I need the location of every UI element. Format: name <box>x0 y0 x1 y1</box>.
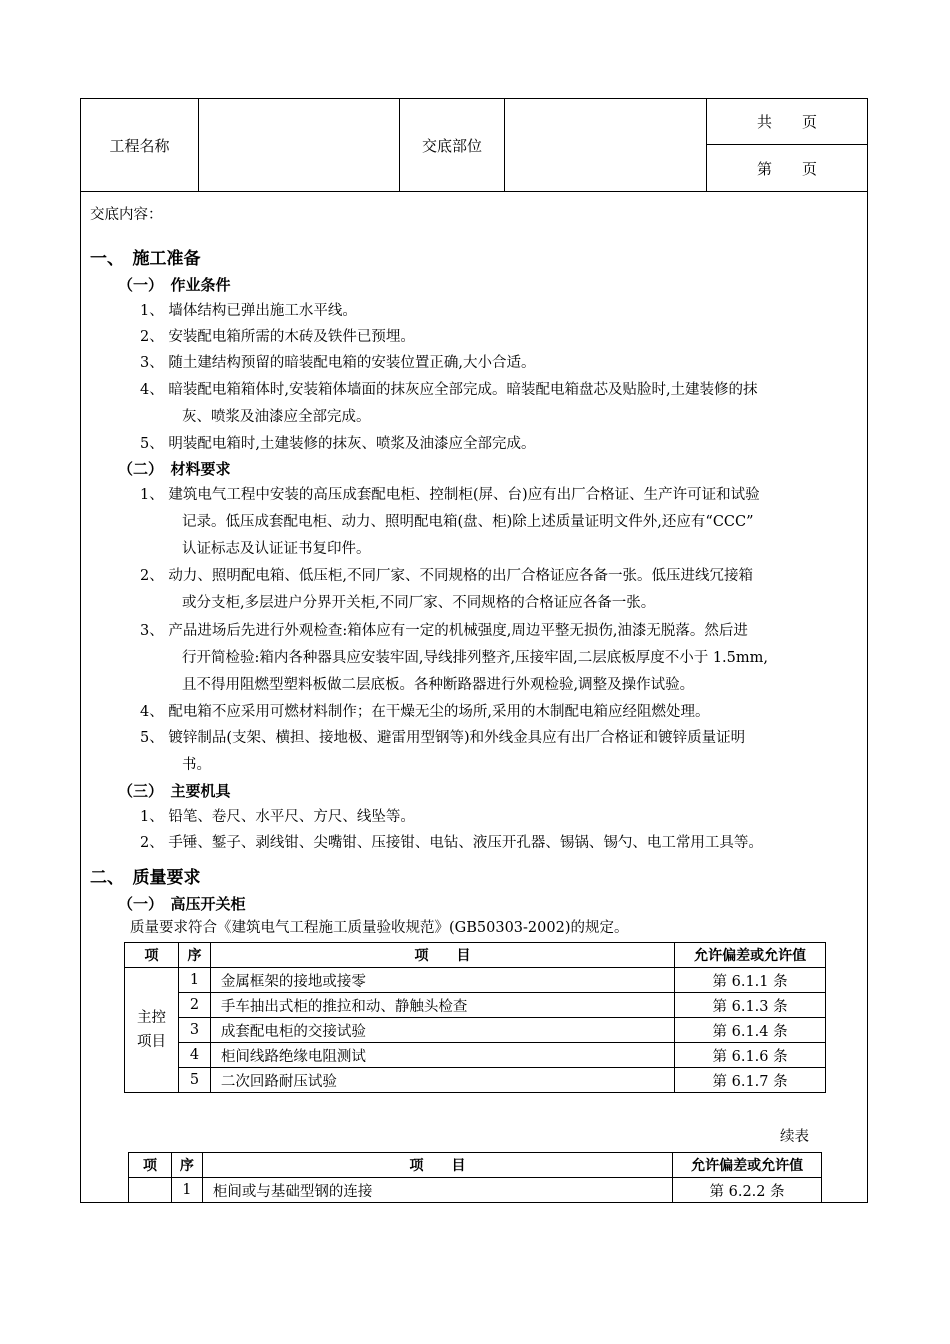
list-item: 1、 墙体结构已弹出施工水平线。 <box>140 303 357 319</box>
table-row <box>125 1043 826 1068</box>
row-category <box>129 1178 172 1203</box>
list-item-continued: 行开简检验:箱内各种器具应安装牢固,导线排列整齐,压接牢固,二层底板厚度不小于 1.5mm, <box>182 650 768 666</box>
table-row <box>125 1068 826 1093</box>
list-item-continued: 记录。低压成套配电柜、动力、照明配电箱(盘、柜)除上述质量证明文件外,还应有“CCC” <box>182 514 754 530</box>
section1-sub2-title: （二） 材料要求 <box>118 460 231 478</box>
intro-label: 交底内容： <box>90 207 163 223</box>
row-no: 5 <box>178 1068 210 1093</box>
list-item: 4、 暗装配电箱箱体时,安装箱体墙面的抹灰应全部完成。暗装配电箱盘芯及贴脸时,土建装修的抹 <box>140 382 758 398</box>
row-value: 第 6.2.2 条 <box>673 1178 822 1203</box>
row-item: 二次回路耐压试验 <box>210 1068 674 1093</box>
col-header-no: 序 <box>171 1153 202 1178</box>
table-row <box>125 993 826 1018</box>
row-no: 2 <box>178 993 210 1018</box>
section1-sub1-title: （一） 作业条件 <box>118 276 231 294</box>
list-item: 2、 安装配电箱所需的木砖及铁件已预埋。 <box>140 329 415 345</box>
section1-sub3-title: （三） 主要机具 <box>118 782 231 800</box>
location-label: 交底部位 <box>400 99 505 191</box>
table-row <box>125 968 826 993</box>
row-item: 柜间线路绝缘电阻测试 <box>210 1043 674 1068</box>
row-value: 第 6.1.3 条 <box>675 993 826 1018</box>
col-header-category: 项 <box>125 943 179 968</box>
table-row <box>125 1018 826 1043</box>
list-item-continued: 且不得用阻燃型塑料板做二层底板。各种断路器进行外观检验,调整及操作试验。 <box>182 677 695 693</box>
row-item: 金属框架的接地或接零 <box>210 968 674 993</box>
col-header-no: 序 <box>178 943 210 968</box>
continued-label: 续表 <box>780 1129 809 1145</box>
section2-title: 二、 质量要求 <box>90 868 201 888</box>
list-item: 4、 配电箱不应采用可燃材料制作；在干燥无尘的场所,采用的木制配电箱应经阻燃处理。 <box>140 704 710 720</box>
list-item: 2、 手锤、錾子、剥线钳、尖嘴钳、压接钳、电钻、液压开孔器、锡锅、锡勺、电工常用工具等。 <box>140 835 763 851</box>
page-number: 第 页 <box>756 159 817 178</box>
row-value: 第 6.1.4 条 <box>675 1018 826 1043</box>
project-name-label: 工程名称 <box>81 99 199 191</box>
quality-table-continued <box>128 1152 822 1203</box>
row-value: 第 6.1.1 条 <box>675 968 826 993</box>
list-item-continued: 灰、喷浆及油漆应全部完成。 <box>182 409 371 425</box>
row-no: 1 <box>178 968 210 993</box>
col-header-category: 项 <box>129 1153 172 1178</box>
section2-sub1-title: （一） 高压开关柜 <box>118 895 246 913</box>
col-header-item: 项 目 <box>202 1153 672 1178</box>
list-item: 5、 明装配电箱时,土建装修的抹灰、喷浆及油漆应全部完成。 <box>140 436 536 452</box>
list-item: 1、 建筑电气工程中安装的高压成套配电柜、控制柜(屏、台)应有出厂合格证、生产许可证和试验 <box>140 487 760 503</box>
col-header-item: 项 目 <box>210 943 674 968</box>
row-item: 成套配电柜的交接试验 <box>210 1018 674 1043</box>
location-value <box>505 99 707 191</box>
section1-title: 一、 施工准备 <box>90 249 201 269</box>
row-item: 柜间或与基础型钢的连接 <box>202 1178 672 1203</box>
row-no: 4 <box>178 1043 210 1068</box>
list-item-continued: 认证标志及认证证书复印件。 <box>182 541 371 557</box>
project-name-value <box>199 99 400 191</box>
list-item-continued: 书。 <box>182 757 211 773</box>
group-label: 主控项目 <box>125 968 179 1093</box>
list-item: 2、 动力、照明配电箱、低压柜,不同厂家、不同规格的出厂合格证应各备一张。低压进线冗接箱 <box>140 568 753 584</box>
list-item: 5、 镀锌制品(支架、横担、接地极、避雷用型钢等)和外线金具应有出厂合格证和镀锌质量证明 <box>140 730 746 746</box>
row-value: 第 6.1.7 条 <box>675 1068 826 1093</box>
col-header-tolerance: 允许偏差或允许值 <box>673 1153 822 1178</box>
row-no: 1 <box>171 1178 202 1203</box>
col-header-tolerance: 允许偏差或允许值 <box>675 943 826 968</box>
row-value: 第 6.1.6 条 <box>675 1043 826 1068</box>
list-item: 3、 产品进场后先进行外观检查:箱体应有一定的机械强度,周边平整无损伤,油漆无脱落。然后进 <box>140 623 748 639</box>
table-row <box>129 1178 822 1203</box>
quality-table-main <box>124 942 826 1093</box>
standard-note: 质量要求符合《建筑电气工程施工质量验收规范》(GB50303-2002)的规定。 <box>130 920 629 936</box>
list-item-continued: 或分支柜,多层进户分界开关柜,不同厂家、不同规格的合格证应各备一张。 <box>182 595 656 611</box>
list-item: 3、 随土建结构预留的暗装配电箱的安装位置正确,大小合适。 <box>140 355 536 371</box>
list-item: 1、 铅笔、卷尺、水平尺、方尺、线坠等。 <box>140 809 415 825</box>
header-table <box>81 99 867 192</box>
row-no: 3 <box>178 1018 210 1043</box>
total-pages: 共 页 <box>707 99 867 145</box>
row-item: 手车抽出式柜的推拉和动、静触头检查 <box>210 993 674 1018</box>
